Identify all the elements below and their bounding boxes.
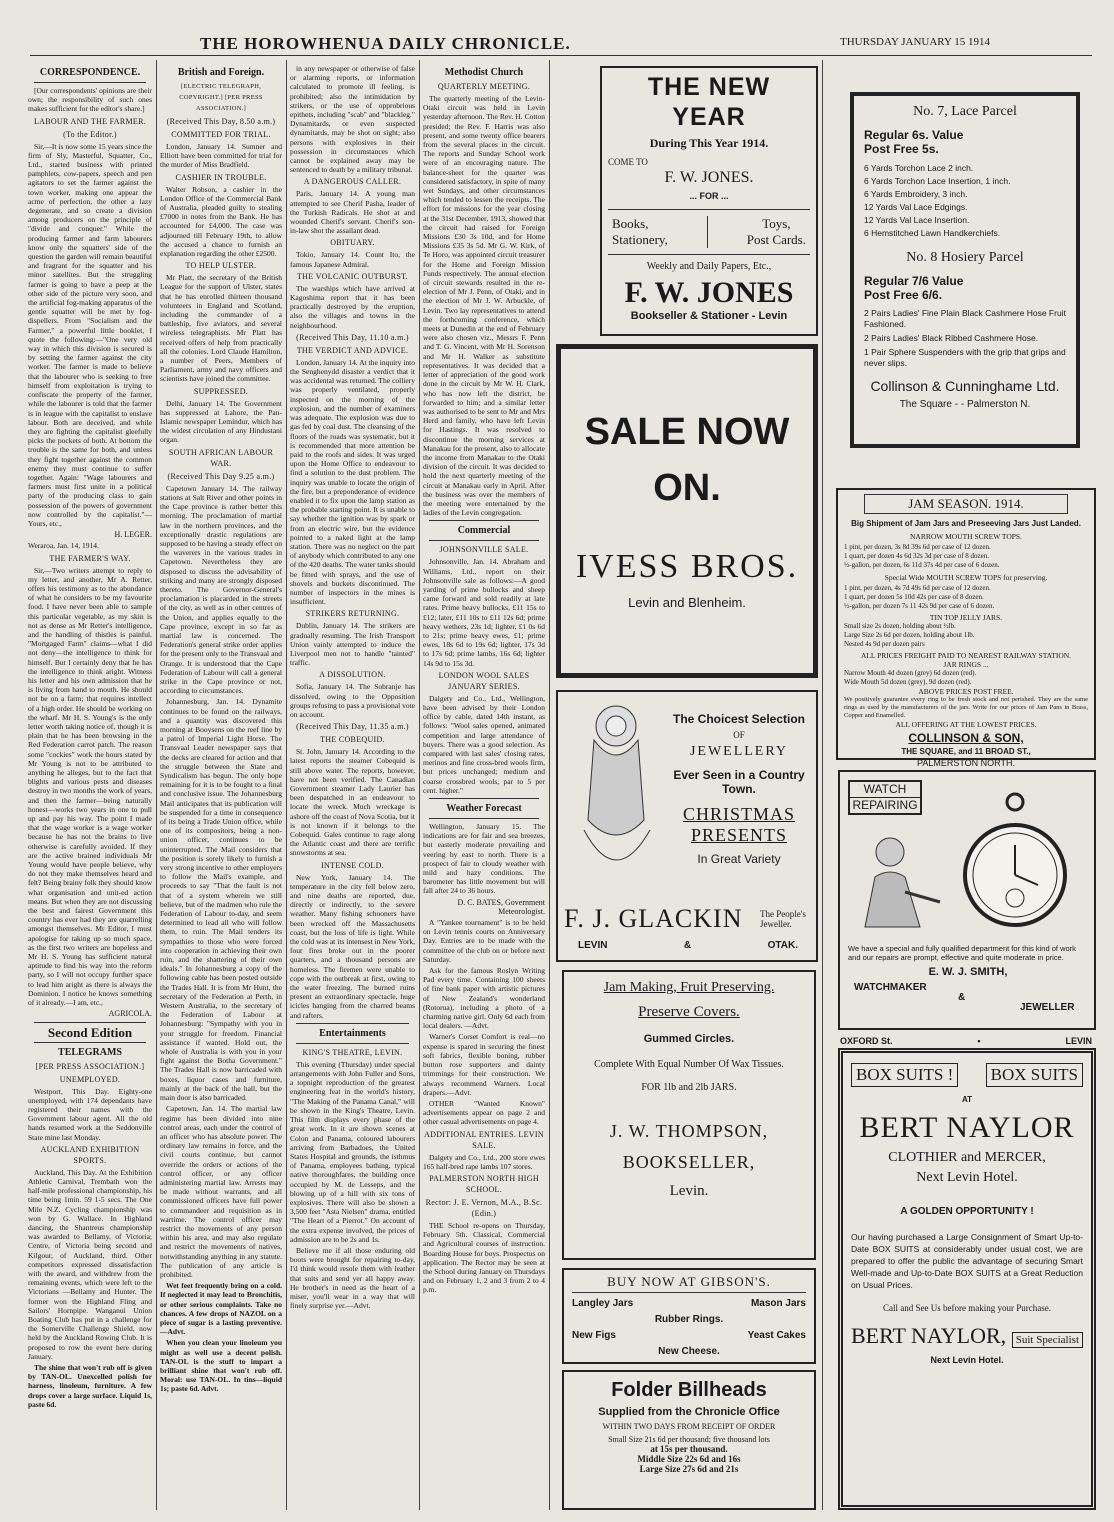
ad-text: Call and See Us before making your Purchase. <box>883 1303 1051 1313</box>
ad-text: NARROW MOUTH SCREW TOPS. <box>910 532 1022 541</box>
received-time: (Received This Day, 8.50 a.m.) <box>166 117 276 126</box>
ad-subline: During This Year 1914. <box>649 136 769 150</box>
section-heading: Methodist Church <box>444 67 524 78</box>
ad-headline: BUY NOW AT GIBSON'S. <box>572 1274 806 1293</box>
advert-thompson <box>562 970 816 1260</box>
school-rector: Rector: J. E. Vernon, M.A., B.Sc. (Edin.) <box>425 1197 543 1218</box>
ad-product: Rubber Rings. <box>654 1314 724 1325</box>
ad-name: F. W. JONES <box>624 276 794 309</box>
story-title: STRIKERS RETURNING. <box>305 609 400 619</box>
price-row: Wide Mouth 5d dozen (grey), 9d dozen (red). <box>844 678 972 686</box>
story-body: Wellington, January 15. The indications are for fair and sea breezes, but easterly moderate prevailing and veering by east to north. There is a prospect of fair to cloudy weather with mild and hazy conditions. The barometer has little movement but will fall after 24 to 36 hours. <box>423 822 545 896</box>
advert-smith <box>838 770 1096 1030</box>
ad-text: The People's Jeweller. <box>760 909 806 929</box>
notice: OTHER "Wanted Known" advertisements appear on page 2 and other casual advertisements on page 4. <box>423 1098 545 1127</box>
ad-address: Next Levin Hotel. <box>916 1170 1018 1185</box>
ad-item: 6 Yards Torchon Lace 2 inch. <box>864 163 974 173</box>
ad-text: Ever Seen in a Country Town. <box>673 768 805 796</box>
ad-text: CHRISTMAS <box>682 804 796 824</box>
telegrams-heading: TELEGRAMS <box>58 1046 122 1058</box>
ad-name: E. W. J. SMITH, <box>928 966 1008 978</box>
ad-headline: Folder Billheads <box>611 1379 767 1401</box>
section-heading: Commercial <box>457 525 511 537</box>
story-body: Dalgety and Co., Ltd., Wellington, have been advised by their London office by cable, dated 14th instant, as follows: "Wool sales opened, animated competition and large attendance of buyers. There was a good selection. As compared with last sales' closing rates, merinos and fine cross-bred wools firm, but prices unchanged; medium and coarse crossbred wools, par to 5 per cent. higher." <box>423 693 545 795</box>
ad-text: JEWELLERY <box>689 744 789 759</box>
story-body: London, January 14. Sumner and Elliott have been committed for trial for the murder of Miss Bradfield. <box>160 142 282 170</box>
ad-item: 2 Pairs Ladies' Black Ribbed Cashmere Hose. <box>864 333 1039 343</box>
ad-firm: COLLINSON & SON, <box>908 731 1024 745</box>
ad-value: Regular 6s. Value <box>864 128 964 142</box>
advert-folder-billheads <box>562 1370 816 1510</box>
story-body: Johnsonville, Jan. 14. Abraham and Williams, Ltd., report on their Johnsonville sale as follows:—A good yarding of prime bullocks and sheep came forward and sold readily at late rates. Prime heavy bullocks, £11 15s to £12; later, £11 10s to £11 12s 6d; prime heavy wethers, 23s 1d; lighter, £1 0s 6d to 21s; prime heavy ewes, £1; prime ewes, 18s 6d to 19s 6d; lighter, 17s 3d to 17s 6d; prime lambs, 16s 6d; lighter 14s 9d to 15s 3d. <box>423 557 545 668</box>
ad-text: WITHIN TWO DAYS FROM RECEIPT OF ORDER <box>602 1422 776 1431</box>
story-title: CASHIER IN TROUBLE. <box>175 172 267 182</box>
column-rule <box>156 60 157 1510</box>
ad-headline: SALE NOW <box>584 411 790 453</box>
column-cables <box>290 64 415 1512</box>
ad-text: COME TO <box>608 157 648 167</box>
badge-text: WATCH <box>863 782 907 796</box>
ad-headline: JAM SEASON. 1914. <box>864 494 1068 514</box>
advert-tanol: The shine that won't rub off is given by TAN-OL. Unexcelled polish for harness, linoleum, furniture. A few drops cover a large surface. Liquid 1s, paste 6d. <box>28 1362 152 1409</box>
ad-text: In Great Variety <box>697 852 781 866</box>
letter-body: Sir,—It is now some 15 years since the firm of Sly, Masterful, Squatter, Co., Ltd., started business with printed pamphlets, cow-papers, speech and pen agitators to set the farmer against the town worker, making one appear the acme of perfection, the other a lazy degenerate, and so create a division among producers on the principle of "divide and conquer." While the producing farmer and farm labourers know only the squatters' side of the question the garden will remain beautiful and fragrant for the squatter and his minor satellites. But the struggling farmer is going to have a peep at the other side of the picture very soon, and the artificial fog-making apparatus of the gentle squatter will be met by fog-dispellers. From "Socialism and the Farmer," a powerful little booklet, I quote the following:—"One very old way in which this division is secured is by setting the farmer against the city worker. The farmer is made to believe that the labourer who is seeking to free himself from exploitation is trying to confiscate the property of the farmer, while the labourer is told that the farmer is in league with the capitalist to enslave labour. Both are deceived, and while they are fighting the capitalist gleefully picks the pockets of both. At bottom the trouble is the same for both, and unless they fight together against the common enemy they must continue to suffer together. Again: "Wage labourers and farmers must first unite in a political party of the producing class to gain possession of the powers of government now controlled by the capitalist."—Yours, etc., <box>28 141 152 528</box>
story-body: THE School re-opens on Thursday, February 5th. Classical, Commercial and Agricultural courses of instruction. Boarding House for boys. Prospectus on application. The Rector may be seen at the School during January on Thursdays and on February 1, 2 and 3 from 2 to 4 p.m. <box>423 1220 545 1295</box>
price-row: ½-gallon, per dozen 7s 11 42s 9d per case of 6 dozen. <box>844 602 995 610</box>
ad-item: 6 Yards Embroidery, 3 inch. <box>864 189 968 199</box>
ad-address: THE SQUARE, and 11 BROAD ST., <box>901 747 1031 756</box>
ad-product: Stationery, <box>612 232 668 247</box>
ad-name: F. W. JONES. <box>664 169 754 186</box>
advert-tanol: When you clean your linoleum you might as well use a decent polish. TAN-OL is the stuff to impart a brilliant shine that won't rub off. Moral: use TAN-OL. In tins—liquid 1s; paste 6d. Advt. <box>160 1338 282 1394</box>
column-local <box>423 64 545 1512</box>
ad-name: BERT NAYLOR <box>859 1111 1075 1144</box>
story-title: INTENSE COLD. <box>320 860 384 870</box>
ad-price: Small Size 21s 6d per thousand; five thousand lots <box>608 1435 770 1444</box>
price-row: Small size 2s dozen, holding about ½lb. <box>844 622 956 630</box>
ad-product: Books, <box>612 216 649 231</box>
ad-text: • <box>977 1036 981 1046</box>
letter-signature: H. LEGER. <box>114 530 152 540</box>
ad-item: 1 Pair Sphere Suspenders with the grip that grips and never slips. <box>864 347 1066 368</box>
edition-heading: Second Edition <box>47 1024 133 1040</box>
price-row: 1 pint, per dozen, 4s 7d 49s 6d per case of 12 dozen. <box>844 584 991 592</box>
badge-text: REPAIRING <box>850 797 920 813</box>
price-row: ½-gallon, per dozen, 6s 11d 37s 4d per case of 6 dozen. <box>844 561 1000 569</box>
ad-address: The Square - - Palmerston N. <box>899 399 1031 410</box>
story-body: Mr Platt, the secretary of the British League for the support of Ulster, states that he has enrolled thirteen thousand volunteers in England and Scotland, including the commander of a battleship, five aviators, and several wireless telegraphists. Mr Platt has received offers of help from practically all the colonies. Lord Claude Hamilton, a number of Peers, Members of Parliament, army and navy officers and scientists have joined the committee. <box>160 273 282 384</box>
column-rule <box>549 60 550 1510</box>
ad-value: Regular 7/6 Value <box>864 274 964 288</box>
ad-text: Suit Specialist <box>1012 1332 1083 1348</box>
ad-text: We positively guarantee every ring to be fresh stock and not perished. They are the same rings as used by the manufacturers of the jars. Write for our prices of Jam Pans in Brass, Copper and Enamelled. <box>844 696 1088 719</box>
ad-town: LEVIN <box>1065 1036 1092 1046</box>
advert-glackin <box>556 690 818 962</box>
story-body: This evening (Thursday) under special arrangements with John Fuller and Sons, a topnight reproduction of the greatest engineering feat in the world's history, "The Making of the Panama Canal," will be shown in the King's Theatre, Levin. This film displays every phase of the great work. In it are shown scenes at Colon and Panama, coloured labourers arriving from Barbadoes, the United States Hospital and grounds, the isthmus of Panama, employees bathing, typical native thoroughfares, the building once occupied by M. de Lesseps, and the blowing up of a hill with six tons of explosives. There will also be shown a 3,500 feet "Asta Nielsen" drama, entitled "The Heart of a Pierrot." On account of the extra expense involved, the prices of admission are to be 2s and 1s. <box>290 1059 415 1244</box>
ad-product: Toys, <box>762 216 791 231</box>
story-signature: D. C. BATES, Government Meteorologist. <box>457 897 545 916</box>
letter-place: Weraroa, Jan. 14, 1914. <box>28 541 99 551</box>
story-title: QUARTERLY MEETING. <box>437 82 531 91</box>
ad-text: OF <box>733 730 745 740</box>
masthead <box>0 0 1114 60</box>
ad-town: LEVIN <box>578 940 608 951</box>
story-body: in any newspaper or otherwise of false or alarming reports, or information calculated to promote ill feeling, is prohibited; also the intimidation by strikers, or the use of opprobrious epithets, including "scab" and "blackleg." Dynamitards, or even suspected dynamitards, may be shot on sight; also persons with explosives in their possession in circumstances which cannot be explained away may be sentenced to death by a military tribunal. <box>290 64 415 175</box>
ad-name: F. J. GLACKIN <box>564 904 743 933</box>
ad-text: Weekly and Daily Papers, Etc., <box>646 261 772 272</box>
received-time: (Received This Day, 11.35 a.m.) <box>296 722 409 732</box>
column-rule <box>822 60 823 1510</box>
ad-street: OXFORD St. <box>840 1036 893 1046</box>
ad-text: Our having purchased a Large Consignment of Smart Up-to-Date BOX SUITS at considerably under usual cost, we are prepared to offer the public the advantage of securing Smart Well-made and Up-to-Date BOX SUITS at a Great Reduction on Usual Prices. <box>851 1232 1083 1290</box>
ad-town: Levin. <box>669 1183 709 1199</box>
ad-text: Gummed Circles. <box>643 1033 735 1045</box>
letter-title: THE FARMER'S WAY. <box>49 553 131 563</box>
price-row: 1 quart, per dozen 5s 10d 42s per case of 8 dozen. <box>844 593 984 601</box>
story-title: ADDITIONAL ENTRIES. LEVIN SALE. <box>424 1129 544 1150</box>
ad-trade: BOOKSELLER, <box>622 1152 756 1172</box>
ad-product: New Cheese. <box>658 1346 720 1357</box>
press-credit: [PER PRESS ASSOCIATION.] <box>35 1061 145 1071</box>
advert-nazol: Wet feet frequently bring on a cold. If neglected it may lead to Bronchitis, or other serious complaints. Take no chances. A few drops of NAZOL on a piece of sugar is a lasting preventive. —Advt. <box>160 1281 282 1337</box>
story-title: JOHNSONVILLE SALE. <box>439 545 529 555</box>
ad-item: 2 Pairs Ladies' Fine Plain Black Cashmere Hose Fruit Fashioned. <box>864 308 1066 329</box>
ad-headline: BOX SUITS ! <box>851 1063 958 1087</box>
letter-signature: AGRICOLA. <box>108 1009 152 1019</box>
ad-address: PALMERSTON NORTH. <box>916 758 1015 768</box>
ad-value: Post Free 6/6. <box>864 288 943 302</box>
ad-text: Jam Making, Fruit Preserving. <box>603 980 775 995</box>
story-body: Dublin, January 14. The strikers are gradually resuming. The Irish Transport Union vainly attempted to induce the Liverpool men not to handle "tainted" traffic. <box>290 621 415 668</box>
ad-text: Complete With Equal Number Of Wax Tissues. <box>594 1059 784 1070</box>
ad-headline: ON. <box>653 467 721 509</box>
story-title: SOUTH AFRICAN LABOUR WAR. <box>168 447 274 468</box>
received-time: (Received This Day 9.25 a.m.) <box>167 471 275 481</box>
column-correspondence <box>28 64 152 1512</box>
section-heading: Weather Forecast <box>446 803 522 815</box>
story-title: OBITUARY. <box>330 238 375 248</box>
story-body: Delhi, January 14. The Government has suppressed at Lahore, the Pan-Islamic newspaper Lemindur, which has the widest circulation of any Hindustani organ. <box>160 398 282 445</box>
section-heading: CORRESPONDENCE. <box>39 67 141 78</box>
ad-place: Levin and Blenheim. <box>628 595 746 610</box>
ad-town: OTAK. <box>767 940 798 951</box>
ad-price: at 15s per thousand. <box>650 1444 728 1454</box>
ad-product: Post Cards. <box>746 232 806 247</box>
ad-firm: Collinson & Cunninghame Ltd. <box>870 378 1060 394</box>
ad-text: Preserve Covers. <box>638 1004 740 1020</box>
ad-text: ... FOR ... <box>689 191 729 201</box>
pocket-watch-icon <box>960 790 1070 940</box>
ad-text: & <box>683 940 692 951</box>
watch-repairing-badge <box>848 780 922 815</box>
press-credit: [ELECTRIC TELEGRAPH, COPYRIGHT.] [PER PRESS ASSOCIATION.] <box>179 83 263 112</box>
watchmaker-illustration <box>850 822 950 932</box>
ad-text: We have a special and fully qualified department for this kind of work and our repairs are prompt, effective and quite moderate in price. <box>848 944 1076 962</box>
story-title: THE VOLCANIC OUTBURST. <box>297 271 408 281</box>
ad-product: Langley Jars <box>572 1298 634 1309</box>
ad-text: & <box>958 992 966 1003</box>
ad-subline: Supplied from the Chronicle Office <box>598 1406 780 1418</box>
ad-subline: Big Shipment of Jam Jars and Preseeving Jars Just Landed. <box>851 519 1081 528</box>
story-body: Dalgety and Co., Ltd., 200 store ewes 165 half-bred rape lambs 107 stores. <box>423 1152 545 1171</box>
story-body: Paris, January 14. A young man attempted to see Cherif Pasha, leader of the Turkish Radicals. He shot at and wounded Cherif's servant. Cherif's son-in-law shot the assailant dead. <box>290 189 415 236</box>
ad-trade: JEWELLER <box>1020 1002 1075 1013</box>
story-title: LONDON WOOL SALES JANUARY SERIES. <box>438 670 530 691</box>
ad-item: 12 Yards Val Lace Edgings. <box>864 202 968 212</box>
ad-text: JAR RINGS ... <box>943 660 989 669</box>
advert-writing-pad: Ask for the famous Roslyn Writing Pad every time. Containing 100 sheets of fine bank paper with artistic pictures of New Zealand's wonderland (Rotorua), including a photo of a charming native girl. Only 6d each from local dealers. —Advt. <box>423 966 545 1031</box>
story-body: Capetown, Jan. 14. The martial law regime has been divided into nine control areas, each under the control of an officer who has absolute power. The ordinary law remains in force, and the civil courts continue, but cannot override the orders or actions of the control officer, or any officer administering martial law. Arrests may be made without warrants, and all commissioned officers have full power to commandeer and requisition as in wartime. The control officer may restrict the movements of any person within his area, and may also regulate and restrict the movements of natives, notwithstanding anything in any statute. The publication of any article is prohibited. <box>160 1104 282 1279</box>
masthead-rule <box>30 55 1092 56</box>
advert-jam-season <box>836 488 1096 768</box>
letter-salutation: (To the Editor.) <box>63 129 117 139</box>
section-heading: British and Foreign. <box>177 67 265 78</box>
ad-value: Post Free 5s. <box>864 142 939 156</box>
story-body: The quarterly meeting of the Levin-Otaki circuit was held in Levin yesterday afternoon. The Rev. H. Cotton presided; the Rev. F. Harris was also present, and some twenty office bearers from the several places in the circuit. The reports and Sunday School work were of an encouraging nature. The balance-sheet for the quarter was considered satisfactory, in spite of many wet Sundays, and other circumstances which tended to lessen the receipts. The effort for missions for the year closing at the 31st December, 1913, showed that the circuit had raised for Foreign Missions £30 3s 10d, and for Home Missions £35 3s 5d. Mr G. W. Kirk, of Te Horo, was appointed circuit treasurer for the Home and Foreign Mission Funds respectively. The annual election of circuit stewards resulted in the re-election of Mr J. Penn, of Otaki, and in the election of Mr J. W. Arbuckle, of Levin. Two lay representatives to attend the forthcoming conference, which meets at Dunedin at the end of February were also chosen viz., Messrs F. Penn and T. G. Vincent, with Mr H. Sorenson and Mr H. Walker as substitute representatives. It was decided that a letter of appreciation of the good work done in the circuit by Mr W. H. Clark, who has now left the district, be forwarded to him; and a similar letter was authorised to be sent to Mr and Mrs Herd and family, who have left Levin for Hastings. It was resolved to discontinue the morning services at Manakau for the present, also to allocate the income from Manakau to the Otaki division of the circuit. It was decided to hold the next quarterly meeting of the circuit at Manakau early in April. After the business was over the members of the meeting were entertained by the ladies of the Levin congregation. <box>423 94 545 518</box>
story-body: Westport, This Day. Eighty-one unemployed, with 174 dependants have registered their names with the Government labour agent. All the old hands resumed work at the Seddonville State mine last Monday. <box>28 1086 152 1142</box>
ad-headline: No. 7, Lace Parcel <box>913 104 1017 119</box>
ad-text: FOR 1lb and 2lb JARS. <box>641 1082 737 1093</box>
ad-name: J. W. THOMPSON, <box>609 1121 769 1141</box>
column-rule <box>286 60 287 1510</box>
ad-text: ALL PRICES FREIGHT PAID TO NEAREST RAILWAY STATION. <box>860 651 1072 660</box>
story-title: THE COBEQUID. <box>320 735 385 745</box>
advert-lace-parcel <box>850 92 1080 448</box>
received-time: (Received This Day, 11.10 a.m.) <box>296 332 409 342</box>
ad-products <box>608 209 810 255</box>
story-title: THE VERDICT AND ADVICE. <box>296 345 409 355</box>
price-row: 1 pint, per dozen, 3s 8d 39s 6d per case of 12 dozen. <box>844 543 991 551</box>
story-body: St. John, January 14. According to the latest reports the steamer Cobequid is still above water. The reports, however, have not been verified. The Canadian Government steamer Lady Laurier has been despatched in an endeavour to locate the wreck. Much wreckage is ashore off the coast of Nova Scotia, but it is not known if it belongs to the Cobequid. Gales continue to rage along the Atlantic coast and there are terrific snowstorms at sea. <box>290 747 415 858</box>
advert-corset: Warner's Corset Comfort is real—no expense is spared in securing the finest soft fabrics, flexible boning, rubber button rose supporters and dainty trimmings for their construction. We always recommend Warners. Local drapers.—Advt. <box>423 1032 545 1097</box>
advert-boots: Believe me if all those enduring old boots were brought for repairing to-day, I'd think would resole them with leather that suits and send yer all happy away. He brother's in need as the heart of a miser, you'll wear in a way that will finely surprise yer.—Advt. <box>290 1245 415 1311</box>
letter-title: LABOUR AND THE FARMER. <box>33 116 147 126</box>
ad-address: Next Levin Hotel. <box>930 1355 1004 1365</box>
ad-item: 12 Yards Val Lace Insertion. <box>864 215 970 225</box>
story-body: Walter Robson, a cashier in the London Office of the Commercial Bank of Australia, pleaded guilty to stealing £7000 in notes from the Bank. He has accounted for £4,000. The case was adjourned till February 19th, to allow the accused a chance to furnish an explanation regarding the other £2500. <box>160 184 282 259</box>
price-row: Large Size 2s 6d per dozen, holding about 1lb. <box>844 631 975 639</box>
ad-product: Yeast Cakes <box>747 1330 806 1341</box>
ad-price: Middle Size 22s 6d and 16s <box>637 1454 741 1464</box>
price-row: 1 quart, per dozen 4s 6d 32s 3d per case of 8 dozen. <box>844 552 990 560</box>
ad-product: New Figs <box>572 1330 616 1341</box>
editor-note: [Our correspondents' opinions are their own; the responsibility of such ones makes sufficient for the editor's share.] <box>28 86 152 114</box>
story-title: A DANGEROUS CALLER. <box>303 177 402 187</box>
story-title: AUCKLAND EXHIBITION SPORTS. <box>40 1144 140 1165</box>
story-title: COMMITTED FOR TRIAL. <box>171 130 271 139</box>
ad-name: IVESS BROS. <box>575 548 799 585</box>
ad-headline: BOX SUITS <box>986 1063 1083 1087</box>
story-body: London, January 14. At the inquiry into the Senghenydd disaster a verdict that it was accidental was returned. The colliery was properly ventilated, properly inspected on the morning of the explosion, and the number of examiners was adequate. The explosion was due to gas fed by coal dust. The cleansing of the floors of the roads was systematic, but it is recommended that more attention be paid to the roofs and sides. It was urged upon the Home Office to endeavour to find a solution to the dust problem. The inquiry was unable to locate the origin of the fire, but a preponderance of evidence enabled it to fix upon the lamp station as the probable starting point. It is unable to say whether the ignition was by spark or from an electric wire, but the evidence pointed to a naked light at the lamp station. There was no neglect on the part of anybody which contributed to any one of the 420 deaths. The water tanks should be fitted with sprays, and the use of shovels and buckets discontinued. The number of inspectors in the mines is insufficient. <box>290 357 415 607</box>
ad-text: Special Wide MOUTH SCREW TOPS for preserving. <box>884 573 1048 582</box>
ad-text: TIN TOP JELLY JARS. <box>929 613 1003 622</box>
ad-headline: No. 8 Hosiery Parcel <box>906 250 1024 265</box>
story-title: UNEMPLOYED. <box>59 1074 121 1084</box>
lady-illustration <box>564 700 664 890</box>
column-rule <box>419 60 420 1510</box>
ad-trade: CLOTHIER and MERCER, <box>888 1150 1046 1165</box>
advert-jones <box>600 66 818 336</box>
column-british-foreign <box>160 64 282 1512</box>
ad-product: Mason Jars <box>750 1298 806 1309</box>
story-body: Capetown January 14. The railway stations at Salt River and other points in the Cape province is rather better this morning. The proclamation of martial law in the northern provinces, and the exceptionally drastic regulations are supposed to be having a steady effect on the waverers in the various trades in Capetown. Nevertheless they are disposed to discuss the advisability of striking and many are strongly disposed thereto. The Governor-General's proclamation is placarded in the streets of the city, as well as in other centres of the Union, and applies equally to the Cape province, except in so far as martial law is concerned. The Federation's general strike order applies for the present only to the Transvaal and Orange. It is understood that the Cape Federation of Labour will call a general strike in the Cape province or not, according to circumstances. <box>160 483 282 696</box>
story-body: Auckland, This Day. At the Exhibition Athletic Carnival, Trembath won the half-mile professional championship, his time being 1min. 59 1-5 secs. The One Mile N.Z. Cycling championship was won by G. Wallace. In Highland dancing, the Shantreus championship was awarded to Bellamy, of Victoria; Centre, of Victoria being second and Kilgour, of Auckland, third. Other competitors expressed dissatisfaction with the award, and withdrew from the remaining events, which were left to the Victorians —Bellamy and Hunter. The former won the Highland Fling and Sailors' Hornpipe. Wanganui Union Boating Club has put in a challenge for the Somerville Challenge Shield, now held by the Auckland Rowing Club. It is proposed to row the event here during January. <box>28 1167 152 1361</box>
story-title: PALMERSTON NORTH HIGH SCHOOL. <box>429 1173 539 1194</box>
issue-date: THURSDAY JANUARY 15 1914 <box>840 36 991 48</box>
ad-text: ABOVE PRICES POST FREE. <box>918 687 1014 696</box>
ad-headline: A GOLDEN OPPORTUNITY ! <box>900 1206 1034 1217</box>
story-body: The warships which have arrived at Kagoshima report that it has been practically destroyed by the eruption, also the villages and towns in the neighbourhood. <box>290 283 415 330</box>
ad-trade: Bookseller & Stationer - Levin <box>630 310 788 322</box>
ad-trade: WATCHMAKER <box>854 982 927 993</box>
story-body: New York, January 14. The temperature in the city fell below zero, and nine deaths are reported, due, directly or indirectly, to the severe weather. Many fishing schooners have been wrecked off the Massachusetts coast, but the loss of life is light. While the cold was at its intensest in New York, four fires broke out in the poorer quarters, and a thousand persons are homeless. The firemen were unable to cope with the outbreak at first, owing to the water freezing. The burned ruins present an extraordinary spectacle, huge icicles hanging from the charred beams and rafters. <box>290 872 415 1020</box>
price-row: Narrow Mouth 4d dozen (grey) 6d dozen (red). <box>844 669 977 677</box>
advert-ivess <box>556 344 818 678</box>
ad-item: 6 Yards Torchon Lace Insertion, 1 inch. <box>864 176 1011 186</box>
story-title: SUPPRESSED. <box>193 386 249 396</box>
story-body: A "Yankee tournament" is to be held on Levin tennis courts on Anniversary Day. Entries are to be made with the committee of the club on or before next Saturday. <box>423 918 545 964</box>
story-body: Johannesburg, Jan. 14. Dynamite continues to be found on the railways, and a quantity was discovered this morning at Booysens on the reef line by a patrol of Imperial Light Horse. The Transvaal Leader newspaper says that the decks are cleared for action and that the struggle between the State and Syndicalism has begun. The only hope remaining for it is to be fought to a final and conclusive issue. The Johannesburg Mail anticipates that its publication will be suspended for a time in consequence of its being a Trade Union office, while one of its compositors, being a non-union officer, continues to be uninterrupted. The Mail considers that the position is sorely likely to furnish a very strong incentive to other employers to follow the Mail's example, and proceeds to say "That the fault is not that of a system wherein we still believe, but of the madmen who rule the Federation of Labour to-day, and seem determined to lead all who will follow them, to ruin. The Mail tenders its sympathies to those who were forced into cooperation in achieving their own ruin, and the shattering of their own ideals." In Johannesburg a copy of the following cable has been posted outside the Trades Hall. It is from Mr Hunt, the secretary of the Federation at Perth, in Western Australia, to the secretary of the Federation of Labour at Johannesburg: "Sympathy with you in your struggle for freedom. Financial assistance if wanted. Hold out, the whole of Australia is with you in your fight against the Botha Government." The Trades Hall is now barricaded with boxes, liquor cases and furniture, mainly at the back of the hall, but the main door is also barricaded. <box>160 697 282 1103</box>
story-title: TO HELP ULSTER. <box>185 261 257 271</box>
newspaper-title: THE HOROWHENUA DAILY CHRONICLE. <box>200 34 571 53</box>
ad-text: PRESENTS <box>690 825 788 845</box>
ad-item: 6 Hemstitched Lawn Handkerchiefs. <box>864 228 1001 238</box>
price-row: Nested 4s 9d per dozen pairs <box>844 640 925 648</box>
story-title: KING'S THEATRE, LEVIN. <box>302 1047 403 1057</box>
letter-body: Sir,—Two writers attempt to reply to my letter, and another, Mr A. Retter, offers his testimony as to the abundance of what he considers to be my favourite food. I have never been able to sample this particular vegetable, as my skin is not as dense as Mr Retter's intelligence, and the handling of thistles is painful. "Mortgaged Farm" claims—what I did not deny—the intelligence to think for himself. But I certainly deny that he has the intelligence to think aright. Witness his letter and his own admission that he is living from hand to mouth. He should not be on a farm; that requires intellect of a high order. He should be working on the wharf. Mr H. S. Young's is the only letter worth taking notice of, though it is plain that he has been browsing in the Red Federation carrot patch. The reason some "cockies" work the hours stated by Mr Young is not to be attributed to anything he alleges, but to the fact that blights and various pests and diseases destroy in two months the work of years, and then the farmer—being naturally honest—works two years in one to pull up and pay his way. The point I made that the wage worker is a wage worker because he has not the brains to live otherwise is carefully avoided. If they are the active brained individuals Mr Young would have people believe, why do not they make themselves heard and felt? Being brainy folk they should know what organisation and unit-ed action means. But when they are not discussing the best and fairest Government this country has ever had they are quarrelling amongst themselves. Mr Editor, I must apologise for taking up so much space, as the first two writers are hopeless and Mr H. S. Young has sufficient natural aptitude to find his way into the reform party, so I will not occupy further space to lead him aright as there is always the Dominion. I notice he knows something of it already.—I am, etc., <box>28 565 152 1008</box>
section-heading: Entertainments <box>319 1027 386 1039</box>
story-body: Tokio, January 14. Count Ito, the famous Japanese Admiral. <box>290 250 415 269</box>
ad-text: ALL OFFERING AT THE LOWEST PRICES. <box>895 720 1037 729</box>
ad-text: AT <box>961 1095 973 1104</box>
advert-naylor <box>838 1048 1096 1510</box>
story-title: A DISSOLUTION. <box>319 670 386 680</box>
ad-headline: THE NEW YEAR <box>647 73 771 131</box>
story-body: Sofia, January 14. The Sobranje has dissolved, owing to the Opposition groups refusing to pass a provisional vote on account. <box>290 682 415 719</box>
ad-price: Large Size 27s 6d and 21s <box>639 1464 739 1474</box>
advert-gibson <box>562 1268 816 1364</box>
ad-text: The Choicest Selection <box>672 712 806 726</box>
ad-name: BERT NAYLOR, <box>851 1323 1007 1348</box>
